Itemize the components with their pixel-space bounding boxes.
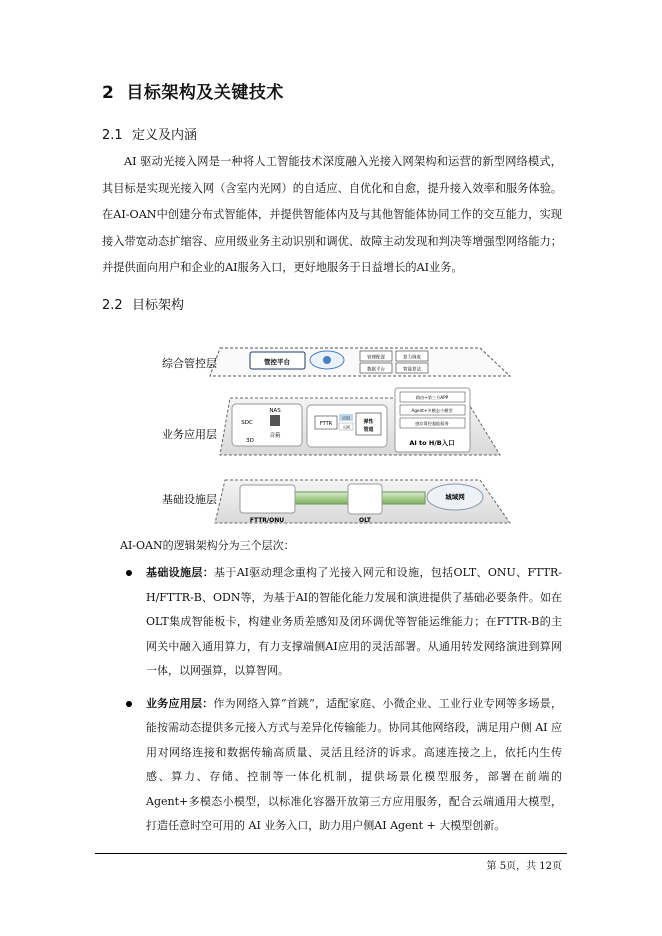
section-2-2-heading bbox=[102, 294, 184, 313]
bullet-list bbox=[120, 561, 562, 839]
heading-1-title: 目标架构及关键技术 bbox=[126, 83, 284, 103]
label-mgmt-layer: 综合管控层 bbox=[162, 357, 217, 370]
fttr-label: FTTR bbox=[319, 421, 333, 427]
intro-paragraph: AI 驱动光接入网是一种将人工智能技术深度融入光接入网架构和运营的新型网络模式，其目标是实现光接入网（含室内光网）的自适应、自优化和自愈，提升接入效率和服务体验。在AI-OAN中创建分布式智能体，并提供智能体内及与其他智能体协同工作的交互能力，实现接入带宽动态扩缩容、应用级业务主动识别和调优、故障主动发现和判决等增强型网络能力；并提供面向用户和企业的AI服务入口，更好地服务于日益增长的AI业务。 bbox=[102, 155, 562, 274]
svc-right-label-2: Agent+多模态小模型 bbox=[411, 408, 453, 413]
svc-right-label-1: 路由+第三方APP bbox=[415, 395, 449, 400]
heading-1 bbox=[102, 78, 284, 103]
section-2-1-number: 2.1 bbox=[102, 128, 123, 143]
cloud-icon bbox=[310, 351, 344, 369]
bullet-service-term: 业务应用层： bbox=[146, 696, 214, 710]
section-2-1-heading bbox=[102, 124, 197, 143]
elastic-pipe-label: 弹性 bbox=[363, 419, 374, 425]
section-2-2-number: 2.2 bbox=[102, 298, 123, 313]
bullet-service-text: 作为网络入算“首跳”，适配家庭、小微企业、工业行业专网等多场景，能按需动态提供多元接入方式与差异化传输能力。协同其他网络段，满足用户侧 AI 应用对网络连接和数据传输高质量、灵活且经济的诉求。高速连接之上，依托内生传感、算力、存储、控制等一体化机制，提供场景化模型服务，部署在前端的Agent+多模态小模型，以标准化容器开放第三方应用服务，配合云端通用大模型，打造任意时空可用的 AI 业务入口，助力用户侧AI Agent + 大模型创新。 bbox=[146, 696, 562, 832]
intro-paragraph-block bbox=[102, 149, 562, 282]
mgmt-box-2-label: 算力调度 bbox=[403, 355, 421, 361]
elastic-pipe-label-2: 管道 bbox=[363, 427, 374, 433]
mgmt-platform-label: 管控平台 bbox=[264, 358, 290, 366]
svc-right-label-3: 感存算控超能服务 bbox=[415, 421, 449, 426]
mgmt-box-4-label: 智能算法 bbox=[403, 367, 421, 373]
bullet-dot-icon bbox=[126, 701, 132, 707]
bullet-service bbox=[120, 692, 562, 839]
fttr-onu-label: FTTR/ONU bbox=[249, 517, 285, 524]
architecture-diagram bbox=[150, 340, 515, 530]
label-infra-layer: 基础设施层 bbox=[162, 493, 217, 506]
mgmt-box-1-label: 管理配置 bbox=[367, 355, 385, 361]
ai-entry-label: AI to H/B入口 bbox=[409, 439, 455, 447]
section-2-2-title: 目标架构 bbox=[132, 298, 185, 313]
metro-label: 城域网 bbox=[445, 493, 465, 501]
mid-box-2-label: 入网 bbox=[342, 424, 350, 430]
bullet-dot-icon bbox=[126, 570, 132, 576]
nas-icon bbox=[270, 415, 280, 426]
sdc-label: SDC bbox=[241, 420, 253, 426]
mid-box-1-label: 应用 bbox=[342, 415, 350, 421]
fttr-onu-box bbox=[240, 485, 295, 513]
section-2-1-title: 定义及内涵 bbox=[132, 128, 198, 143]
footer-rule bbox=[95, 853, 567, 854]
bullet-infra bbox=[120, 561, 562, 684]
page-footer: 第 5页，共 12页 bbox=[486, 861, 562, 872]
olt-box bbox=[348, 484, 382, 514]
mgmt-box-3-label: 数据平台 bbox=[367, 367, 385, 373]
d3-label: 3D bbox=[246, 438, 254, 444]
olt-label: OLT bbox=[358, 517, 372, 524]
bullet-infra-term: 基础设施层： bbox=[146, 566, 215, 579]
label-service-layer: 业务应用层 bbox=[162, 428, 217, 441]
nas-label: NAS bbox=[269, 408, 281, 414]
bullet-infra-text: 基于AI驱动理念重构了光接入网元和设施，包括OLT、ONU、FTTR-H/FTTR-B、ODN等，为基于AI的智能化能力发展和演进提供了基础必要条件。如在OLT集成智能板卡，构建业务质差感知及闭环调优等智能运维能力；在FTTR-B的主网关中融入通用算力，有力支撑端侧AI应用的灵活部署。从通用转发网络演进到算网一体，以网强算，以算智网。 bbox=[146, 566, 563, 677]
lead-text: AI-OAN的逻辑架构分为三个层次： bbox=[120, 539, 295, 552]
heading-1-number: 2 bbox=[102, 83, 115, 103]
audio-label: 音箱 bbox=[269, 433, 281, 439]
